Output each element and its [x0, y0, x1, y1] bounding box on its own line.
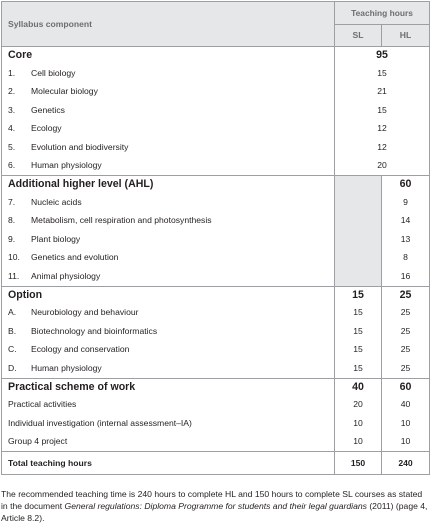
row-index: 2. [8, 86, 16, 97]
row-index: 10. [8, 252, 20, 263]
header-teaching-hours: Teaching hours [335, 2, 430, 25]
syllabus-table [1, 1, 430, 475]
row-sl: 15 [335, 359, 382, 378]
row-hl: 9 [382, 193, 430, 212]
row-label: Individual investigation (internal assessment–IA) [2, 414, 335, 433]
row-hl: 8 [382, 249, 430, 268]
row-label: Animal physiology [31, 270, 101, 281]
row-hours: 12 [335, 120, 430, 139]
row-index: 9. [8, 233, 16, 244]
table-row [2, 396, 430, 415]
section-title: Practical scheme of work [2, 378, 335, 396]
row-index: A. [8, 307, 17, 318]
row-hl: 25 [382, 322, 430, 341]
row-index: 6. [8, 160, 16, 171]
row-hl: 10 [382, 433, 430, 452]
section-ahl [2, 176, 430, 194]
row-hl: 25 [382, 341, 430, 360]
section-sl-total: 15 [335, 286, 382, 304]
table-row [2, 120, 430, 139]
row-hours: 21 [335, 83, 430, 102]
section-title: Option [2, 286, 335, 304]
row-index: C. [8, 344, 17, 355]
section-option [2, 286, 430, 304]
section-total: 95 [335, 47, 430, 65]
row-label: Nucleic acids [31, 196, 82, 207]
table-row [2, 359, 430, 378]
row-index: 3. [8, 104, 16, 115]
section-hl-total: 60 [382, 176, 430, 194]
row-label: Neurobiology and behaviour [31, 307, 139, 318]
row-hours: 15 [335, 101, 430, 120]
footnote-document-title: General regulations: Diploma Programme for students and their legal guardians [64, 501, 367, 511]
row-hl: 16 [382, 267, 430, 286]
table-row [2, 83, 430, 102]
section-core [2, 47, 430, 65]
row-label: Practical activities [2, 396, 335, 415]
total-sl: 150 [335, 452, 382, 475]
total-hl: 240 [382, 452, 430, 475]
row-sl: 10 [335, 433, 382, 452]
row-index: 1. [8, 67, 16, 78]
row-index: 11. [8, 270, 20, 281]
row-hl: 13 [382, 230, 430, 249]
row-hours: 12 [335, 138, 430, 157]
sl-shaded-cell [335, 176, 382, 287]
footnote-text: The recommended teaching time is 240 hours to complete HL and 150 hours to complete SL courses as stated in the document [1, 489, 423, 511]
section-hl-total: 60 [382, 378, 430, 396]
row-label: Ecology and conservation [31, 344, 130, 355]
section-title: Additional higher level (AHL) [2, 176, 335, 194]
table-row [2, 64, 430, 83]
row-index: B. [8, 325, 17, 336]
row-label: Molecular biology [31, 86, 98, 97]
row-hl: 10 [382, 414, 430, 433]
row-hl: 40 [382, 396, 430, 415]
row-label: Plant biology [31, 233, 81, 244]
section-title: Core [2, 47, 335, 65]
row-hl: 14 [382, 212, 430, 231]
row-label: Human physiology [31, 160, 102, 171]
section-sl-total: 40 [335, 378, 382, 396]
row-index: 4. [8, 123, 16, 134]
row-sl: 15 [335, 341, 382, 360]
row-hours: 20 [335, 157, 430, 176]
row-index: 7. [8, 196, 16, 207]
row-index: D. [8, 362, 17, 373]
row-sl: 10 [335, 414, 382, 433]
row-index: 5. [8, 141, 16, 152]
row-index: 8. [8, 215, 16, 226]
table-row [2, 322, 430, 341]
table-row [2, 433, 430, 452]
total-label: Total teaching hours [2, 452, 335, 475]
row-label: Evolution and biodiversity [31, 141, 129, 152]
footnote [1, 488, 429, 524]
row-sl: 20 [335, 396, 382, 415]
row-label: Cell biology [31, 67, 76, 78]
header-hl: HL [382, 25, 430, 47]
row-label: Genetics and evolution [31, 252, 119, 263]
header-sl: SL [335, 25, 382, 47]
row-sl: 15 [335, 322, 382, 341]
table-row [2, 157, 430, 176]
row-label: Group 4 project [2, 433, 335, 452]
table-row [2, 101, 430, 120]
row-sl: 15 [335, 304, 382, 323]
row-label: Biotechnology and bioinformatics [31, 325, 158, 336]
row-hl: 25 [382, 359, 430, 378]
footnote-citation: (2011) (page 4, Article 8.2). [1, 501, 428, 523]
row-label: Ecology [31, 123, 62, 134]
section-practical [2, 378, 430, 396]
header-component: Syllabus component [2, 2, 335, 47]
row-label: Genetics [31, 104, 65, 115]
table-row [2, 341, 430, 360]
total-row [2, 452, 430, 475]
table-row [2, 304, 430, 323]
row-hours: 15 [335, 64, 430, 83]
table-row [2, 414, 430, 433]
section-hl-total: 25 [382, 286, 430, 304]
row-label: Human physiology [31, 362, 102, 373]
table-row [2, 138, 430, 157]
row-hl: 25 [382, 304, 430, 323]
header-row [2, 2, 430, 25]
row-label: Metabolism, cell respiration and photosynthesis [31, 215, 212, 226]
